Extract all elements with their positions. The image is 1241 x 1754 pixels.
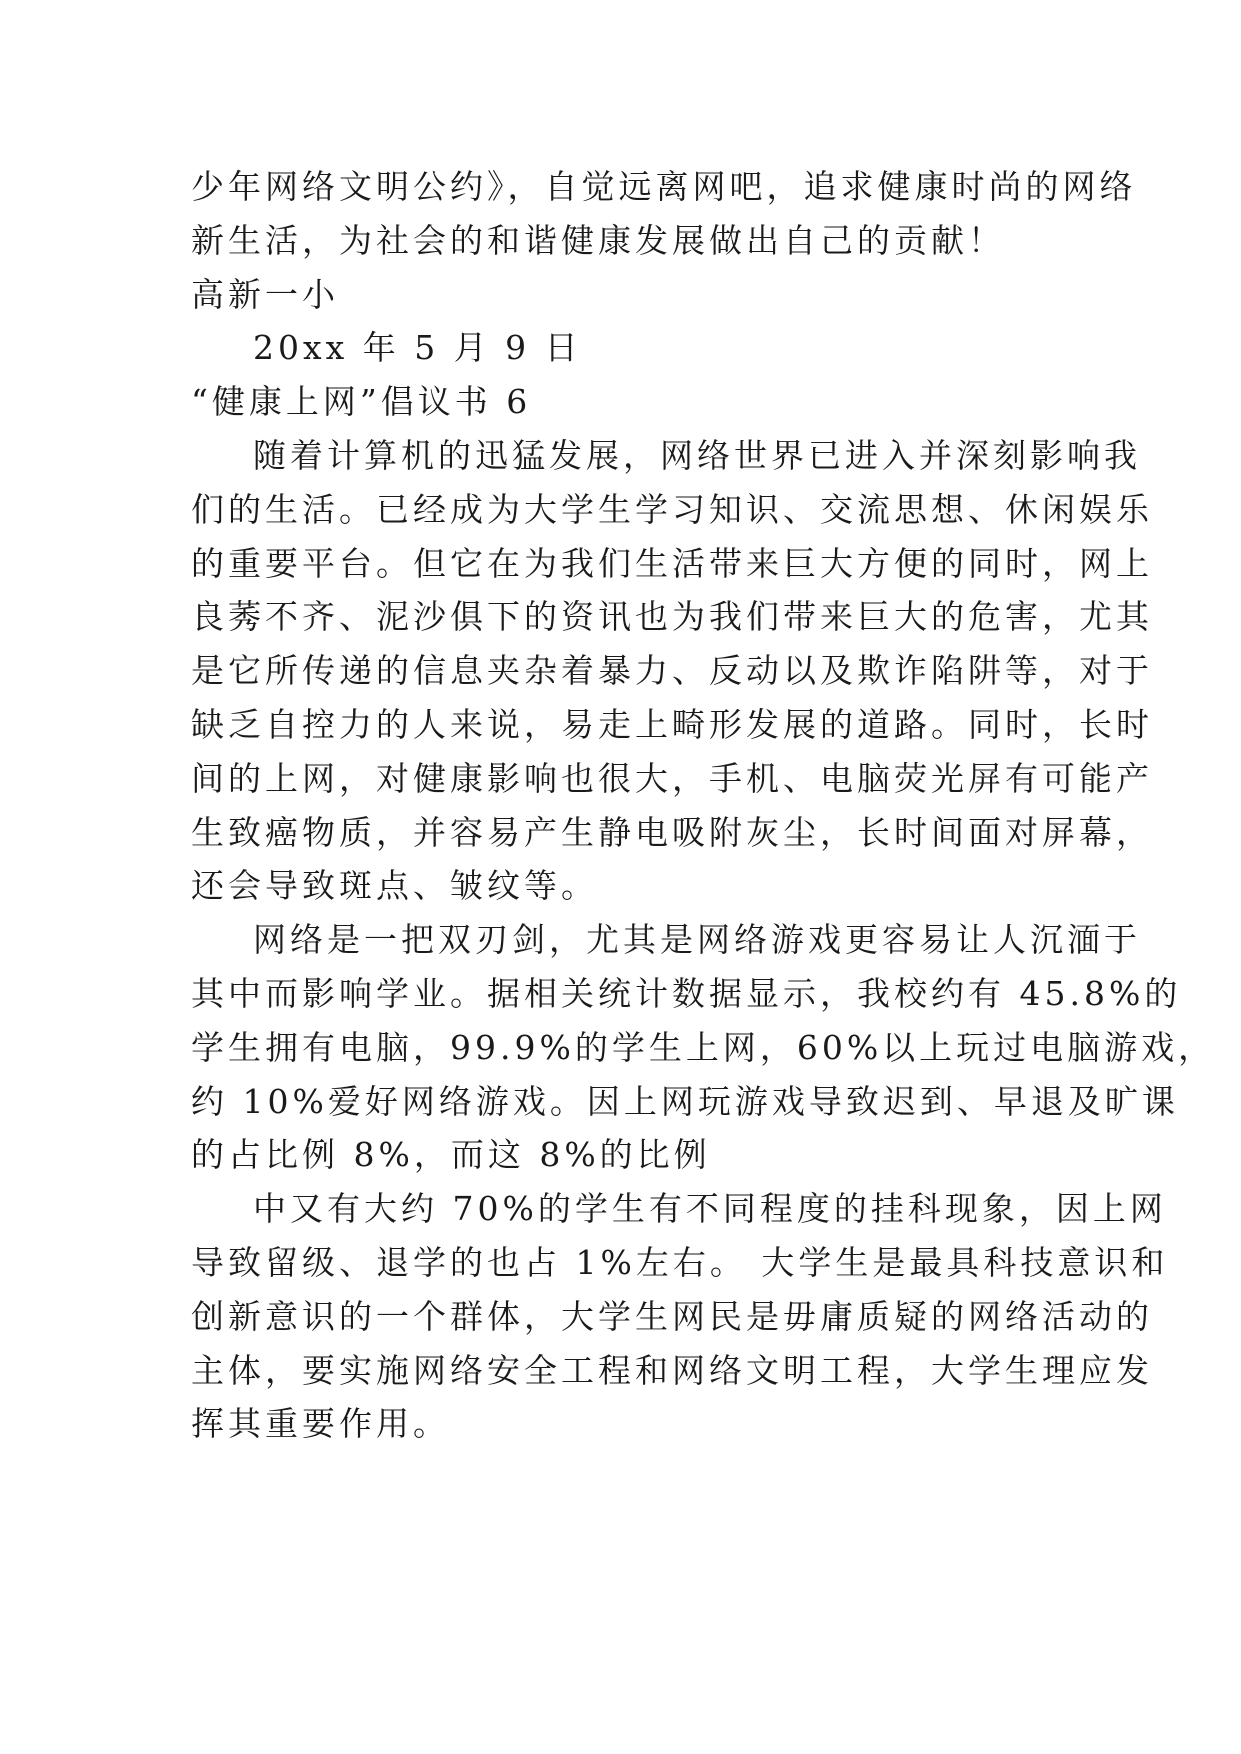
paragraph-line: 网络是一把双刃剑，尤其是网络游戏更容易让人沉湎于: [253, 920, 1141, 960]
paragraph-line: 的重要平台。但它在为我们生活带来巨大方便的同时，网上: [191, 543, 1153, 583]
date: 20xx 年 5 月 9 日: [253, 328, 582, 368]
paragraph-line: 主体，要实施网络安全工程和网络文明工程，大学生理应发: [191, 1350, 1153, 1390]
paragraph-line: 挥其重要作用。: [191, 1404, 450, 1444]
paragraph-line: 间的上网，对健康影响也很大，手机、电脑荧光屏有可能产: [191, 758, 1153, 798]
paragraph-line: 生致癌物质，并容易产生静电吸附灰尘，长时间面对屏幕，: [191, 812, 1153, 852]
paragraph-line: 其中而影响学业。据相关统计数据显示，我校约有 45.8%的: [191, 973, 1182, 1013]
document-body: [191, 160, 1216, 1451]
paragraph-line: 的占比例 8%，而这 8%的比例: [191, 1135, 711, 1175]
paragraph-line: 随着计算机的迅猛发展，网络世界已进入并深刻影响我: [253, 435, 1141, 475]
paragraph-line: 约 10%爱好网络游戏。因上网玩游戏导致迟到、早退及旷课: [191, 1081, 1179, 1121]
paragraph-line: 中又有大约 70%的学生有不同程度的挂科现象，因上网: [253, 1189, 1167, 1229]
signature: 高新一小: [191, 274, 339, 314]
paragraph-line: 缺乏自控力的人来说，易走上畸形发展的道路。同时，长时: [191, 704, 1153, 744]
paragraph-line: 创新意识的一个群体，大学生网民是毋庸质疑的网络活动的: [191, 1296, 1153, 1336]
paragraph-line: 是它所传递的信息夹杂着暴力、反动以及欺诈陷阱等，对于: [191, 651, 1153, 691]
paragraph-line: 学生拥有电脑，99.9%的学生上网，60%以上玩过电脑游戏，: [191, 1027, 1216, 1067]
intro-line: 少年网络文明公约》，自觉远离网吧，追求健康时尚的网络: [191, 167, 1137, 206]
paragraph-line: 还会导致斑点、皱纹等。: [191, 866, 598, 906]
paragraph-line: 导致留级、退学的也占 1%左右。 大学生是最具科技意识和: [191, 1242, 1169, 1282]
intro-line: 新生活，为社会的和谐健康发展做出自己的贡献！: [191, 220, 1005, 260]
paragraph-line: 们的生活。已经成为大学生学习知识、交流思想、休闲娱乐: [191, 489, 1153, 529]
paragraph-line: 良莠不齐、泥沙俱下的资讯也为我们带来巨大的危害，尤其: [191, 597, 1153, 637]
section-title: “健康上网”倡议书 6: [191, 382, 532, 422]
